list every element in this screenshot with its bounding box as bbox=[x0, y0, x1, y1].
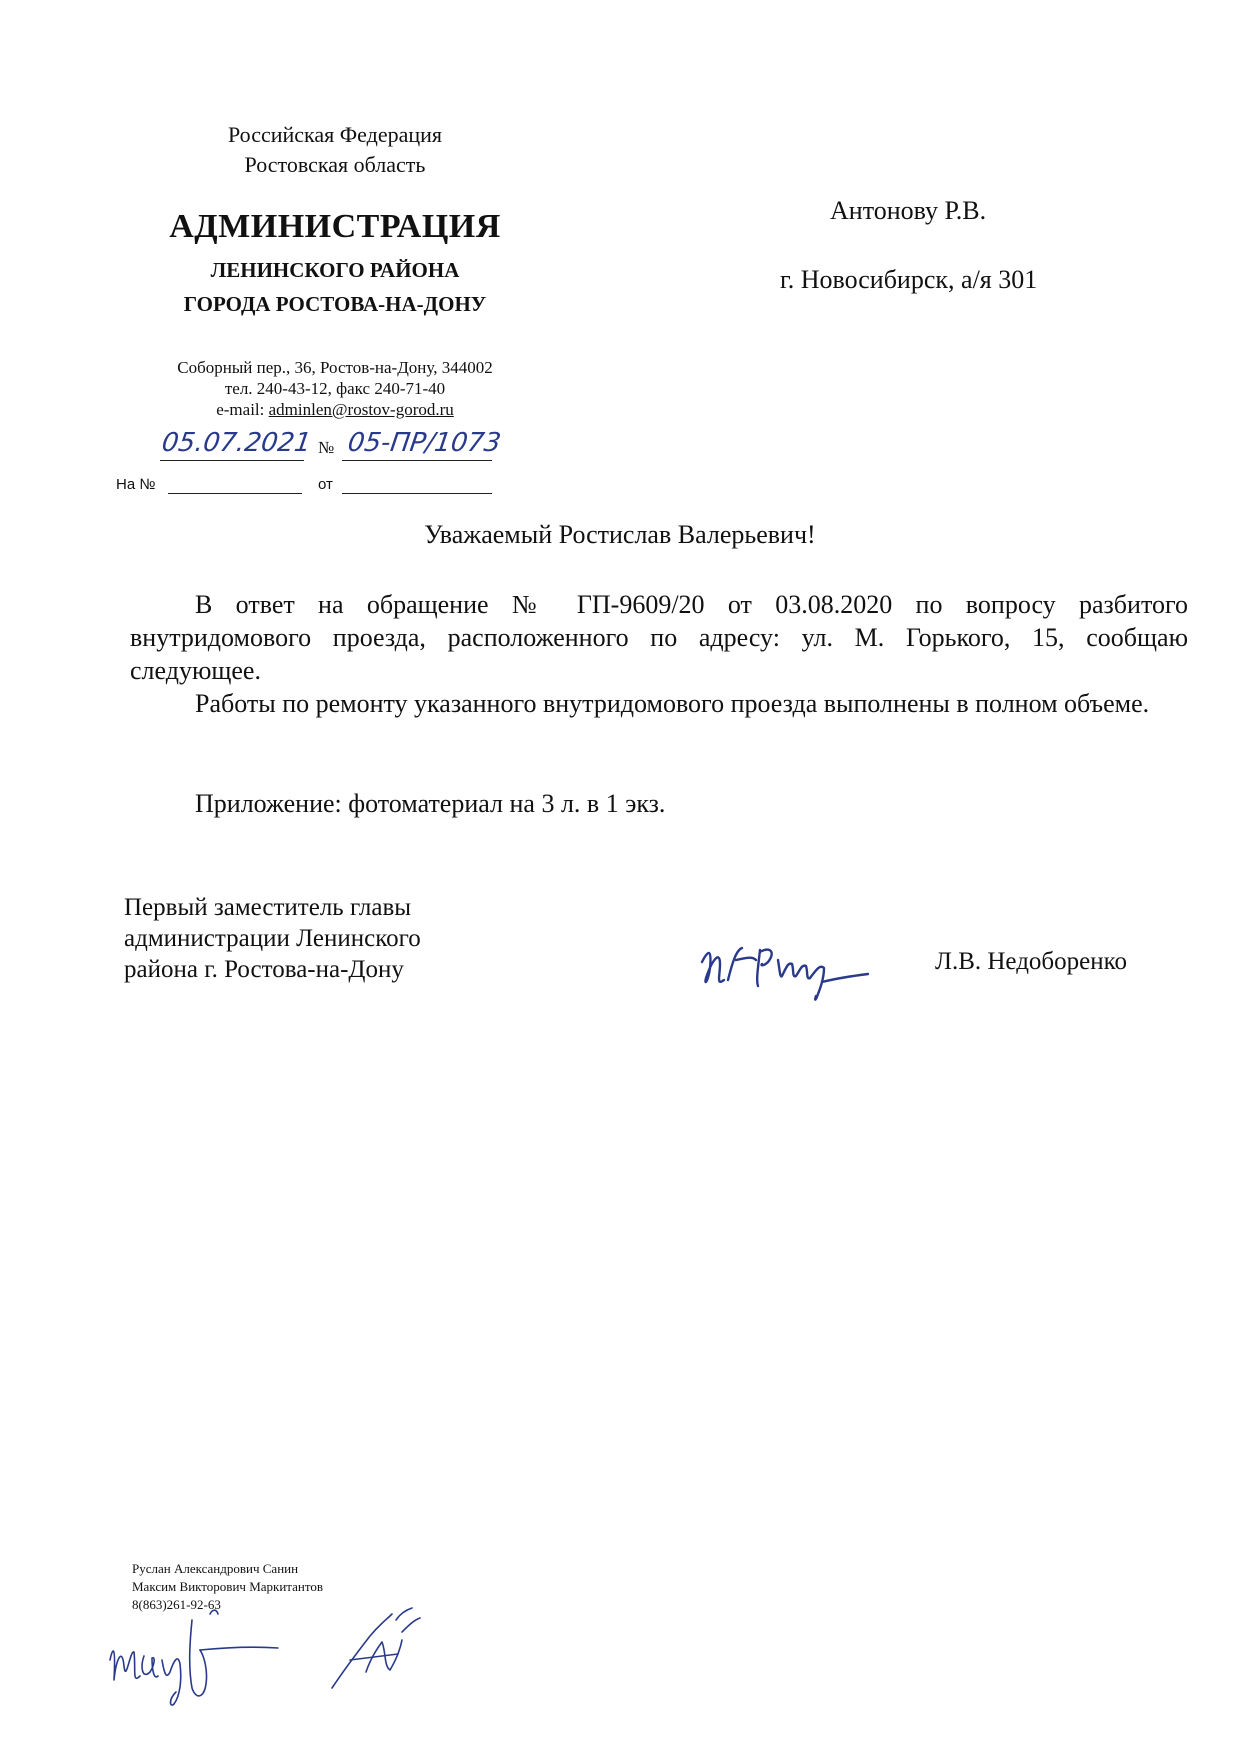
outgoing-number-line bbox=[342, 460, 492, 461]
signatory-title-line-1: Первый заместитель главы bbox=[124, 894, 412, 921]
outgoing-number-label: № bbox=[318, 438, 335, 457]
letterhead-district: ЛЕНИНСКОГО РАЙОНА bbox=[210, 258, 460, 282]
letterhead-city: ГОРОДА РОСТОВА-НА-ДОНУ bbox=[183, 292, 487, 316]
letterhead-organization: АДМИНИСТРАЦИЯ bbox=[169, 208, 501, 245]
attachment-note: Приложение: фотоматериал на 3 л. в 1 экз. bbox=[195, 789, 666, 818]
recipient-name: Антонову Р.В. bbox=[830, 196, 987, 225]
signatory-name: Л.В. Недоборенко bbox=[935, 948, 1127, 975]
incoming-number-line bbox=[168, 493, 302, 494]
executor-line-2: Максим Викторович Маркитантов bbox=[132, 1579, 324, 1594]
executor-signatures bbox=[100, 1580, 480, 1710]
letterhead-phone: тел. 240-43-12, факс 240-71-40 bbox=[224, 379, 446, 398]
letterhead-email-label: e-mail: bbox=[216, 400, 269, 419]
letterhead-address: Соборный пер., 36, Ростов-на-Дону, 344002 bbox=[177, 358, 493, 377]
salutation: Уважаемый Ростислав Валерьевич! bbox=[424, 520, 816, 549]
executor-phone: 8(863)261-92-63 bbox=[132, 1597, 221, 1612]
letterhead-email-row bbox=[130, 400, 540, 420]
body-paragraph-2: Работы по ремонту указанного внутридомового проезда выполнены в полном объеме. bbox=[195, 689, 1150, 718]
outgoing-number: 05-ПР/1073 bbox=[345, 428, 503, 458]
executor-line-1: Руслан Александрович Санин bbox=[132, 1561, 299, 1576]
signatory-title-line-2: администрации Ленинского bbox=[124, 925, 421, 952]
outgoing-date: 05.07.2021 bbox=[159, 428, 313, 458]
incoming-date-label: от bbox=[318, 476, 333, 493]
recipient-address: г. Новосибирск, а/я 301 bbox=[780, 265, 1038, 294]
letterhead-email: adminlen@rostov-gorod.ru bbox=[268, 400, 454, 419]
letterhead-country: Российская Федерация bbox=[227, 122, 443, 147]
incoming-number-label: На № bbox=[116, 476, 156, 493]
body-paragraph-1: В ответ на обращение № ГП-9609/20 от 03.08.2020 по вопросу разбитого внутридомового проезда, расположенного по адресу: ул. М. Горького, 15, сообщаю следующее. bbox=[130, 590, 1188, 685]
letterhead-region: Ростовская область bbox=[244, 152, 426, 177]
handwritten-signature bbox=[690, 920, 880, 1010]
outgoing-date-line bbox=[160, 460, 304, 461]
incoming-date-line bbox=[342, 493, 492, 494]
signatory-title-line-3: района г. Ростова-на-Дону bbox=[124, 956, 404, 983]
